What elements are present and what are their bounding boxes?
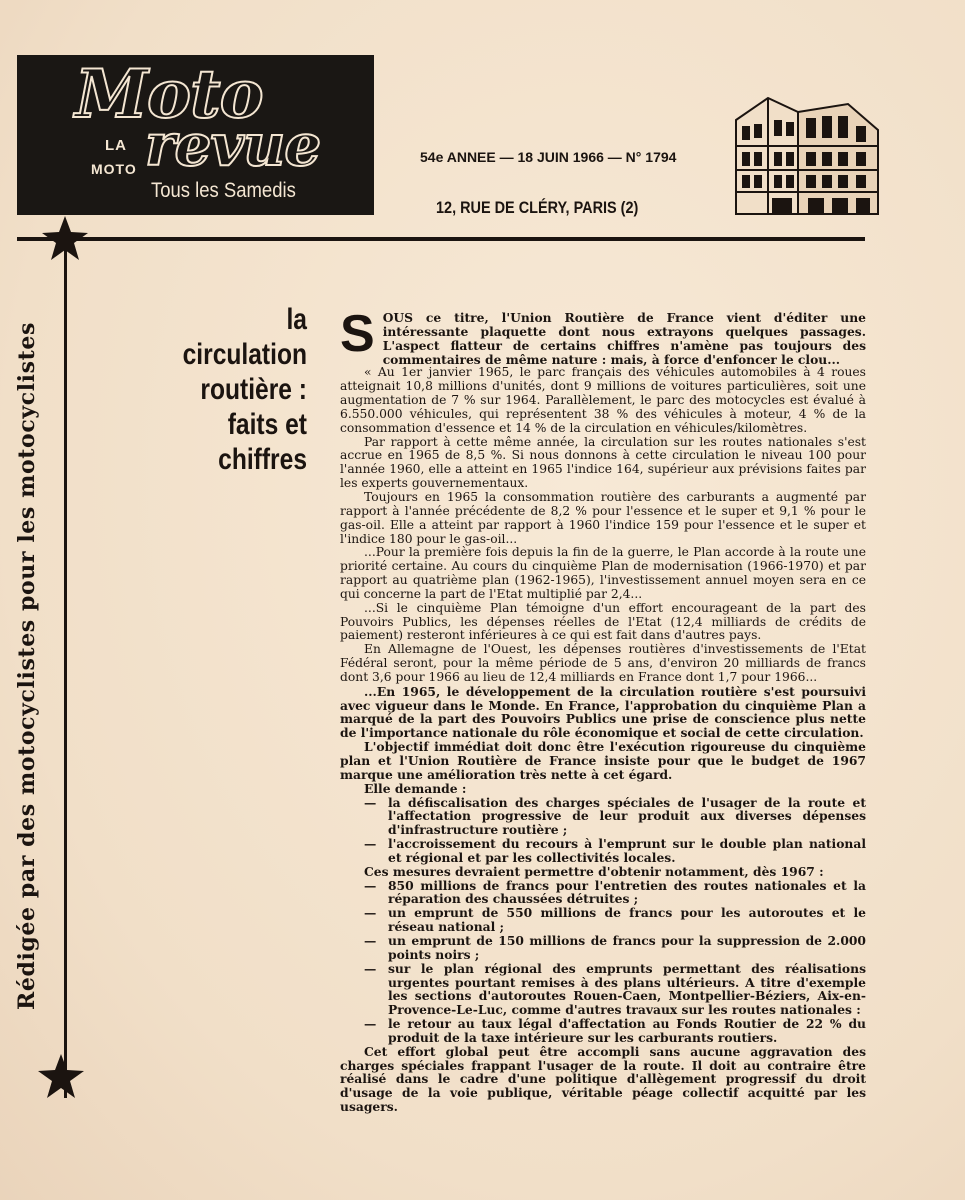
list-item: — un emprunt de 150 millions de francs pour la suppression de 2.000 points noirs ; [364,932,866,962]
list-item-text: l'accroissement du recours à l'emprunt sur le double plan national et régional et par les collectivités locales. [388,836,866,865]
list-item: — la défiscalisation des charges spéciales de l'usager de la route et l'affectation progressive de leur produit aux diverses dépenses d'infrastructure routière ; [364,794,866,838]
paragraph: « Au 1er janvier 1965, le parc français des véhicules automobiles à 4 roues atteignait 10,8 millions d'unités, dont 9 millions de voitures particulières, soit une augmentation de 7 % sur 1964. Parallèlement, le parc des motocycles est évalué à 6.550.000 véhicules, qui représentent 38 % des véhicules à moteur, 4 % de la consommation d'essence et 14 % de la circulation en véhicules/kilomètres. [340,365,866,435]
list-item: — sur le plan régional des emprunts permettant des réalisations urgentes pourtant remises à des plans ultérieurs. A titre d'exemple les sections d'autoroutes Rouen-Caen, Montpellier-Béziers, Aix-en-Provence-Le-Luc, comme d'autres travaux sur les routes nationales : [364,960,866,1018]
logo-moto-small-text: MOTO [91,161,137,177]
article-body [340,305,866,1115]
issue-info: 54e ANNEE — 18 JUIN 1966 — N° 1794 [420,149,677,165]
article-lead [340,305,866,367]
paragraph: ...Si le cinquième Plan témoigne d'un effort encourageant de la part des Pouvoirs Publics, les dépenses réelles de l'Etat (12,4 milliards de crédits de paiement) resteront inférieures à ce qui est fait dans d'autres pays. [340,600,866,643]
headline-line: routière : [200,373,307,406]
building-illustration [728,90,888,218]
measures-list [340,879,866,1045]
list-item: — le retour au taux légal d'affectation au Fonds Routier de 22 % du produit de la taxe intérieure sur les carburants routiers. [364,1016,866,1045]
paragraph: Par rapport à cette même année, la circulation sur les routes nationales s'est accrue en 1965 de 8,5 %. Si nous donnons à cette circulation le niveau 100 pour l'année 1960, elle a atteint en 1965 l'indice 164, supérieur aux prévisions faites par les experts gouvernementaux. [340,434,866,491]
headline-line: la circulation [182,303,307,371]
star-ornament-top [40,214,90,264]
logo-moto-text: Moto [75,55,263,133]
list-item-text: 850 millions de francs pour l'entretien des routes nationales et la réparation des chaussées détruites ; [388,877,866,907]
paragraph: ...En 1965, le développement de la circulation routière s'est poursuivi avec vigueur dans le Monde. En France, l'approbation du cinquième Plan a marqué de la part des Pouvoirs Publics une prise de conscience plus nette de l'importance nationale du rôle économique et social de cette circulation. [340,683,866,741]
paragraph: Cet effort global peut être accompli sans aucune aggravation des charges spéciales frappant l'usager de la route. Il doit au contraire être réalisé dans le cadre d'une politique d'allègement progressif du droit d'usage de la voie publique, véritable péage collectif acquitté par les usagers. [340,1043,866,1115]
list-item: — l'accroissement du recours à l'emprunt sur le double plan national et régional et par les collectivités locales. [364,836,866,865]
paragraph: Ces mesures devraient permettre d'obtenir notamment, dès 1967 : [364,863,824,879]
drop-cap: S [340,305,375,363]
article-headline [122,302,307,477]
masthead-tagline: Tous les Samedis [151,179,296,202]
paragraph: Elle demande : [364,780,467,796]
masthead-logo [17,55,374,215]
logo-la-text: LA [105,137,127,154]
side-rule [64,238,67,1098]
paragraph: Toujours en 1965 la consommation routière des carburants a augmenté par rapport à l'année précédente de 8,2 % pour l'essence et le super et 9,1 % pour le gas-oil. Elle a atteint par rapport à 1960 l'indice 159 pour l'essence et le super et l'indice 180 pour le gas-oil... [340,489,866,546]
list-item-text: un emprunt de 150 millions de francs pour la suppression de 2.000 points noirs ; [388,932,866,962]
demands-list [340,796,866,865]
publisher-address: 12, RUE DE CLÉRY, PARIS (2) [436,198,639,217]
list-item: — 850 millions de francs pour l'entretien des routes nationales et la réparation des chaussées détruites ; [364,877,866,907]
list-item-text: le retour au taux légal d'affectation au Fonds Routier de 22 % du produit de la taxe intérieure sur les carburants routiers. [388,1016,866,1045]
star-ornament-bottom [36,1052,86,1102]
paragraph: ...Pour la première fois depuis la fin de la guerre, le Plan accorde à la route une priorité certaine. Au cours du cinquième Plan de modernisation (1966-1970) et par rapport au quatrième plan (1962-1965), l'investissement annuel moyen sera en ce qui concerne la part de l'Etat multiplié par 2,4... [340,545,866,601]
vertical-slogan: Rédigée par des motocyclistes pour les motocyclistes [14,322,40,1010]
headline-line: faits et chiffres [218,408,307,476]
logo-revue-text: revue [145,111,321,179]
list-item: — un emprunt de 550 millions de francs pour les autoroutes et le réseau national ; [364,905,866,935]
list-item-text: un emprunt de 550 millions de francs pour les autoroutes et le réseau national ; [388,905,866,935]
list-item-text: sur le plan régional des emprunts permettant des réalisations urgentes pourtant remises à des plans ultérieurs. A titre d'exemple les sections d'autoroutes Rouen-Caen, Montpellier-Béziers, Aix-en-Provence-Le-Luc, comme d'autres travaux sur les routes nationales : [388,960,866,1018]
list-item-text: la défiscalisation des charges spéciales de l'usager de la route et l'affectation progressive de leur produit aux diverses dépenses d'infrastructure routière ; [388,794,866,838]
header-rule [17,237,865,241]
paragraph: L'objectif immédiat doit donc être l'exécution rigoureuse du cinquième plan et l'Union Routière de France insiste pour que le budget de 1967 marque une amélioration très nette à cet égard. [340,739,866,782]
lead-text: OUS ce titre, l'Union Routière de France vient d'éditer une intéressante plaquette dont nous extrayons quelques passages. L'aspect flatteur de certains chiffres n'amène pas toujours des commentaires de même nature : mais, à force d'enfoncer le clou... [382,310,866,367]
paragraph: En Allemagne de l'Ouest, les dépenses routières d'investissements de l'Etat Fédéral seront, pour la même période de 5 ans, d'environ 20 milliards de francs dont 3,6 pour 1966 au lieu de 12,4 milliards en France dont 1,7 pour 1966... [340,642,866,684]
